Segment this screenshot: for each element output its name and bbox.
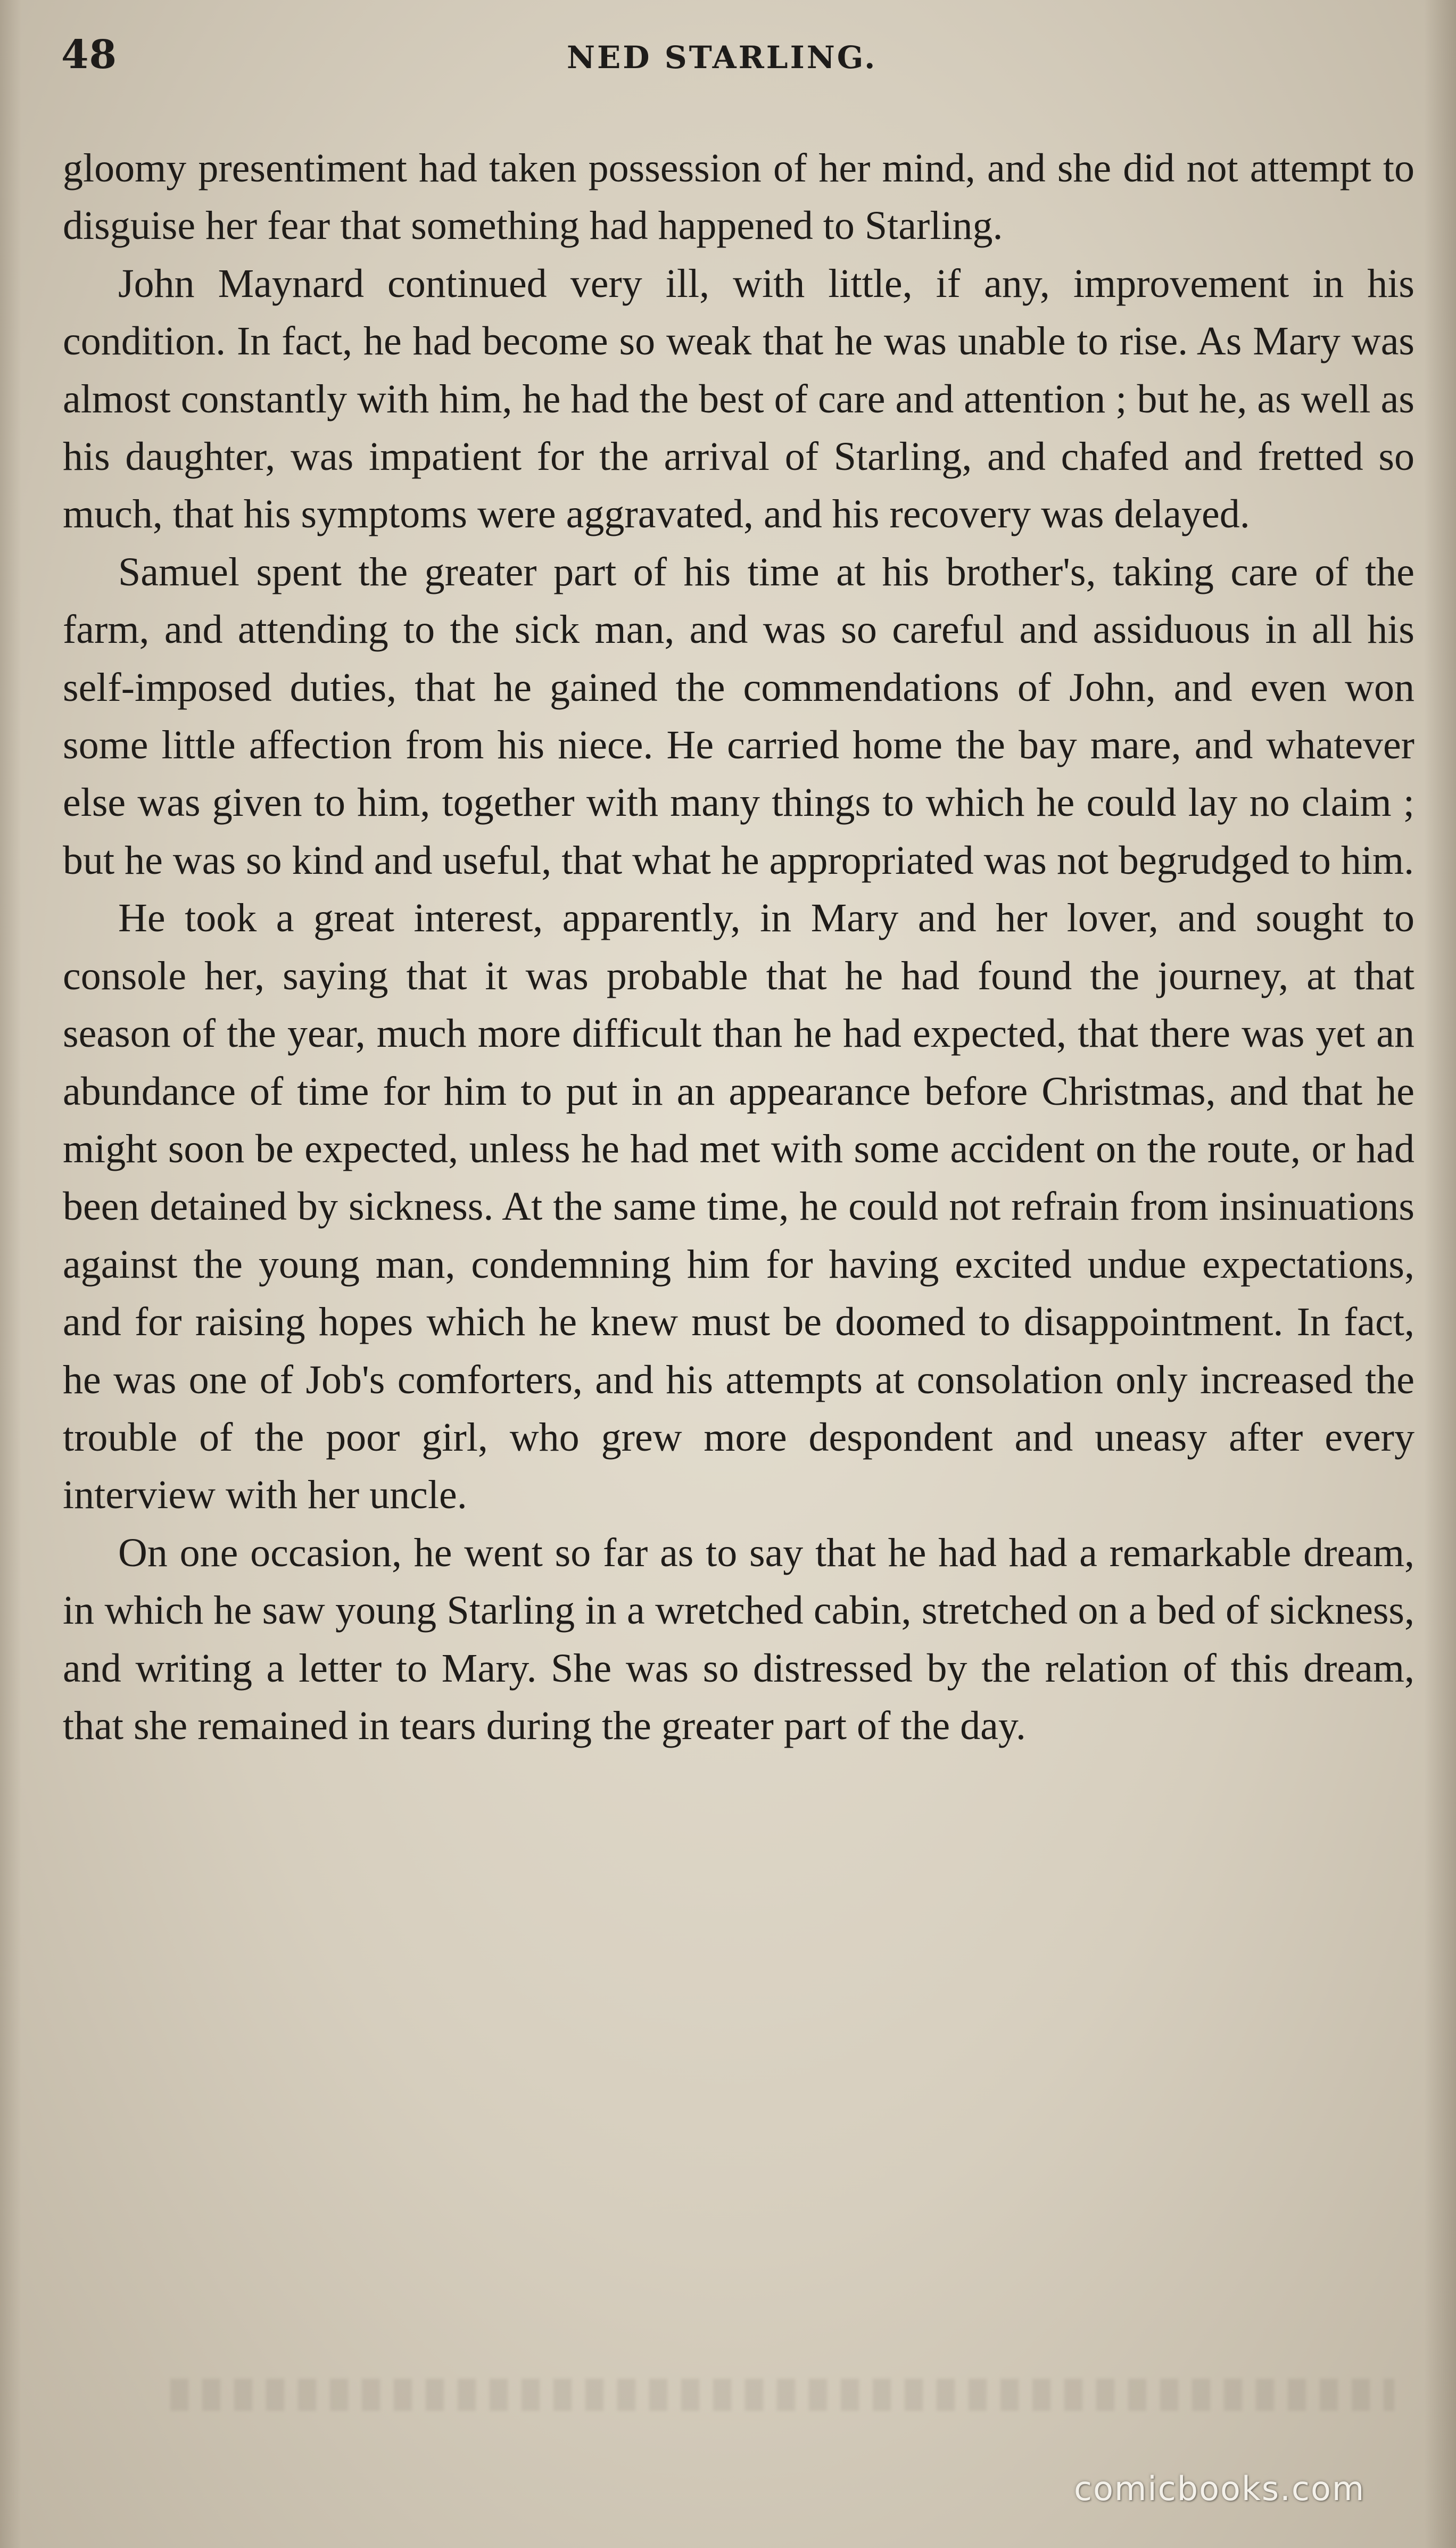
- paragraph-2: John Maynard continued very ill, with little, if any, improvement in his condition. In fact, he had become so weak that he was unable to rise. As Mary was almost constantly with him, he had the best of care and attention ; but he, as well as his daughter, was impatient for the arrival of Starling, and chafed and fretted so much, that his symptoms were aggravated, and his recovery was delayed.: [63, 261, 1414, 537]
- watermark-logo: comicbooks.com: [1074, 2469, 1366, 2508]
- running-head: NED STARLING.: [567, 39, 878, 76]
- page-header: [61, 32, 1402, 90]
- paragraph-3: Samuel spent the greater part of his time at his brother's, taking care of the farm, and attending to the sick man, and was so careful and assiduous in all his self-imposed duties, that he gained the commendations of John, and even won some little affection from his niece. He carried home the bay mare, and whatever else was given to him, together with many things to which he could lay no claim ; but he was so kind and useful, that what he appropriated was not begrudged to him.: [63, 549, 1414, 883]
- page-edge-shadow-left: [0, 0, 21, 2548]
- page-number: 48: [61, 32, 117, 78]
- page-edge-shadow-right: [1424, 0, 1456, 2548]
- bleed-through-text: [170, 2379, 1394, 2411]
- body-text: [63, 139, 1414, 1755]
- paragraph-4: He took a great interest, apparently, in Mary and her lover, and sought to console her, saying that it was probable that he had found the journey, at that season of the year, much more difficult than he had expected, that there was yet an abundance of time for him to put in an appearance before Christmas, and that he might soon be expected, unless he had met with some accident on the route, or had been detained by sickness. At the same time, he could not refrain from insinuations against the young man, condemning him for having excited undue expectations, and for raising hopes which he knew must be doomed to disappointment. In fact, he was one of Job's comforters, and his attempts at consolation only increased the trouble of the poor girl, who grew more despondent and uneasy after every interview with her uncle.: [63, 896, 1414, 1518]
- paragraph-1: gloomy presentiment had taken possession of her mind, and she did not attempt to disguise her fear that something had happened to Starling.: [63, 146, 1414, 249]
- paragraph-5: On one occasion, he went so far as to say that he had had a remarkable dream, in which he saw young Starling in a wretched cabin, stretched on a bed of sickness, and writing a letter to Mary. She was so distressed by the relation of this dream, that she remained in tears during the greater part of the day.: [63, 1530, 1414, 1748]
